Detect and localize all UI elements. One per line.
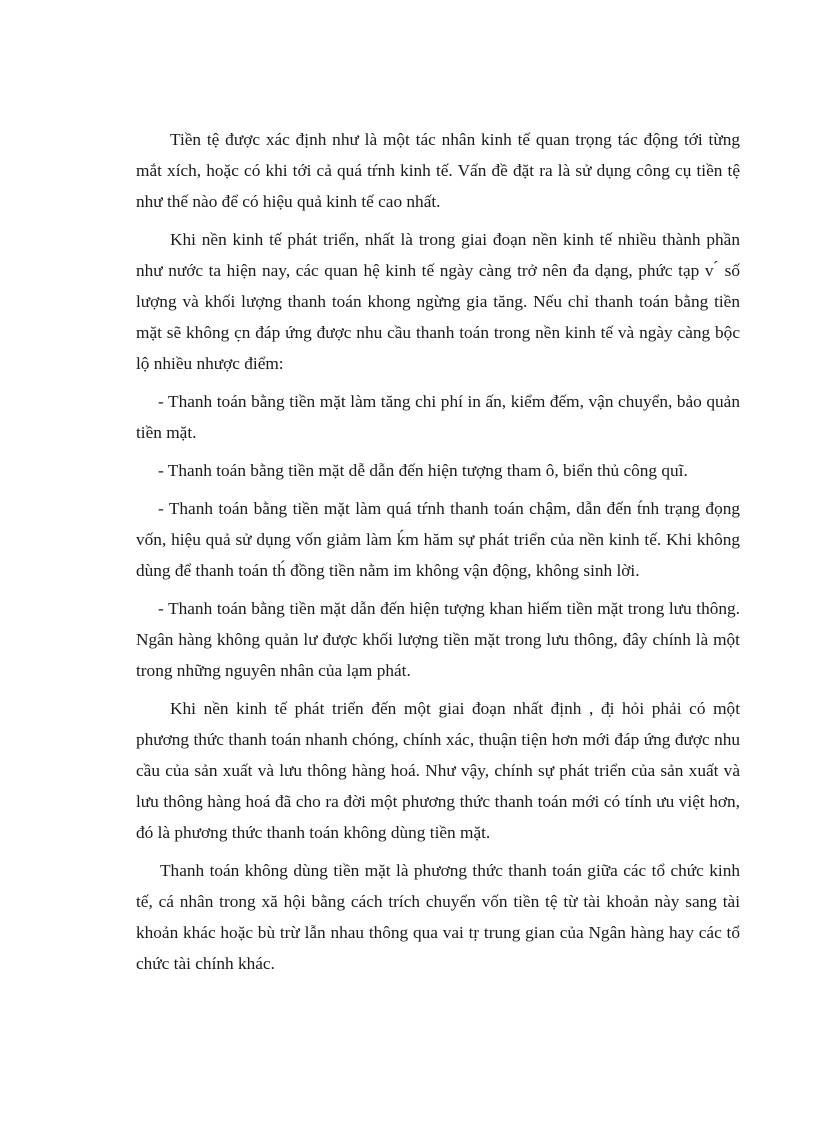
list-item-embezzlement: - Thanh toán bằng tiền mặt dễ dẫn đến hiện tượng tham ô, biển thủ công quĩ. — [158, 461, 688, 480]
paragraph-new-payment-method: Khi nền kinh tế phát triển đến một giai đoạn nhất định , đ̣i hỏi phải có một phương thức thanh toán nhanh chóng, chính xác, thuận tiện hơn mới đáp ứng được nhu cầu của sản xuất và lưu thông hàng hoá. Như vậy, chính sự phát triển của sản xuất và lưu thông hàng hoá đã cho ra đời một phương thức thanh toán mới có tính ưu việt hơn, đó là phương thức thanh toán không dùng tiền mặt. — [136, 699, 740, 842]
list-item-cash-scarcity: - Thanh toán bằng tiền mặt dẫn đến hiện tượng khan hiếm tiền mặt trong lưu thông. Ngân hàng không quản lư được khối lượng tiền mặt trong lưu thông, đây chính là một trong những nguyên nhân của lạm phát. — [136, 599, 740, 680]
list-item-printing-costs: - Thanh toán bằng tiền mặt làm tăng chi phí in ấn, kiểm đếm, vận chuyển, bảo quản tiền mặt. — [136, 392, 740, 442]
document-page — [136, 124, 740, 986]
paragraph-non-cash-definition: Thanh toán không dùng tiền mặt là phương thức thanh toán giữa các tổ chức kinh tế, cá nhân trong xă hội bằng cách trích chuyển vốn tiền tệ từ tài khoản này sang tài khoản khác hoặc bù trừ lẫn nhau thông qua vai tṛ trung gian của Ngân hàng hay các tổ chức tài chính khác. — [136, 861, 740, 973]
paragraph-economy-development: Khi nền kinh tế phát triển, nhất là trong giai đoạn nền kinh tế nhiều thành phần như nước ta hiện nay, các quan hệ kinh tế ngày càng trở nên đa dạng, phức tạp v ́ số lượng và khối lượng thanh toán khong ngừng gia tăng. Nếu chỉ thanh toán bằng tiền mặt sẽ không c̣n đáp ứng được nhu cầu thanh toán trong nền kinh tế và ngày càng bộc lộ nhiều nhược điểm: — [136, 230, 740, 373]
paragraph-monetary-role: Tiền tệ được xác định như là một tác nhân kinh tế quan trọng tác động tới từng mắt xích, hoặc có khi tới cả quá tŕnh kinh tế. Vấn đề đặt ra là sử dụng công cụ tiền tệ như thế nào để có hiệu quả kinh tế cao nhất. — [136, 130, 740, 211]
list-item-slow-payment: - Thanh toán bằng tiền mặt làm quá tŕnh thanh toán chậm, dẫn đến t́nh trạng đọng vốn, hiệu quả sử dụng vốn giảm làm ḱm hăm sự phát triển của nền kinh tế. Khi không dùng để thanh toán th́ đồng tiền nằm im không vận động, không sinh lời. — [136, 499, 740, 580]
